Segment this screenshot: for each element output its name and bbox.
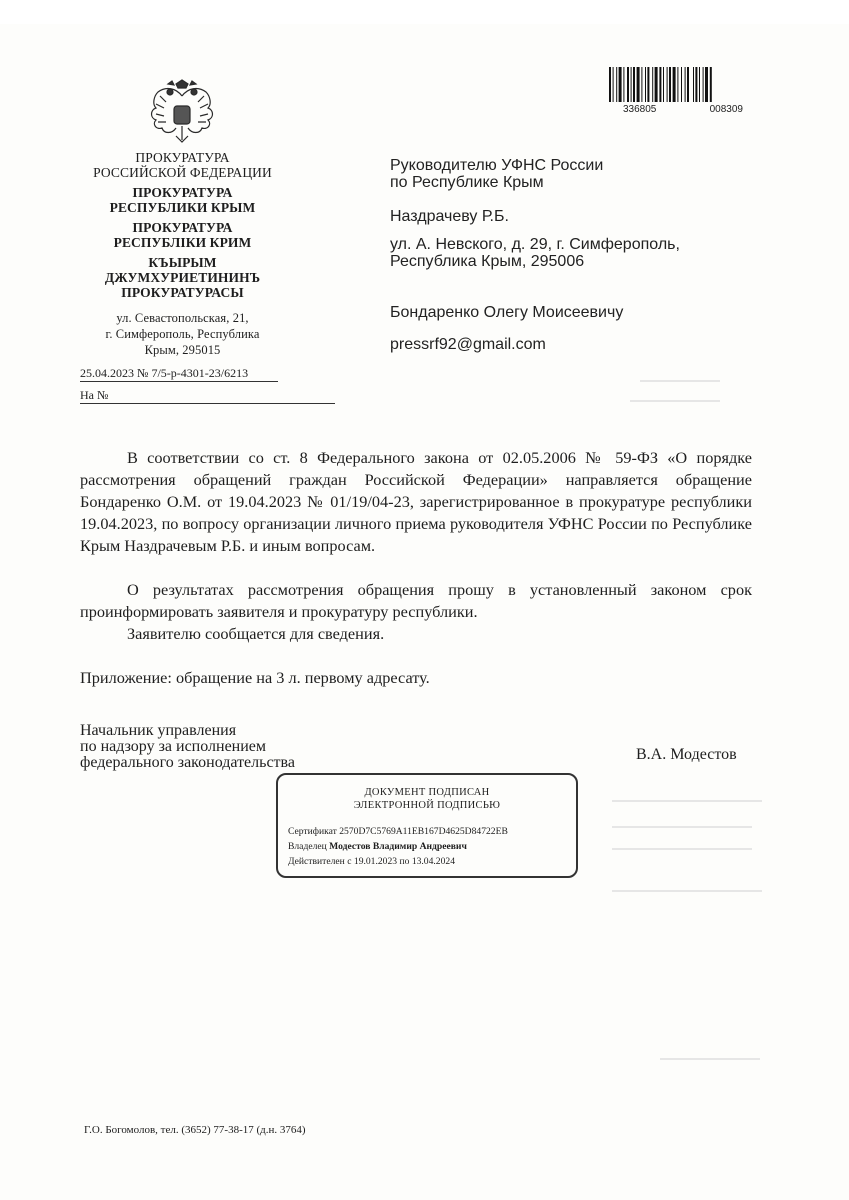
barcode-bar xyxy=(669,67,671,102)
org-name-ua xyxy=(80,220,285,250)
bleed-mark xyxy=(630,400,720,402)
bleed-mark xyxy=(612,848,752,850)
barcode-bar xyxy=(645,67,646,102)
barcode-bar xyxy=(693,67,694,102)
ru-line2: РЕСПУБЛИКИ КРЫМ xyxy=(109,200,256,215)
barcode-bar xyxy=(710,67,712,102)
signer-title-line3: федерального законодательства xyxy=(80,754,295,771)
crh-line2: ДЖУМХУРИЕТИНИНЪ xyxy=(104,270,261,285)
bleed-mark xyxy=(612,890,762,892)
stamp-certificate xyxy=(288,825,508,838)
barcode-bar xyxy=(609,67,611,102)
org-line1: ПРОКУРАТУРА xyxy=(135,150,230,165)
registration-number: № 7/5-р-4301-23/6213 xyxy=(137,366,249,380)
stamp-owner-value: Модестов Владимир Андреевич xyxy=(329,841,467,852)
org-address xyxy=(80,310,285,358)
org-address-line1: ул. Севастопольская, 21, xyxy=(116,311,249,325)
stamp-cert-label: Сертификат xyxy=(288,826,337,837)
recipient-address-line1: ул. А. Невского, д. 29, г. Симферополь, xyxy=(390,236,680,253)
crh-line1: КЪЫРЫМ xyxy=(148,255,217,270)
bleed-mark xyxy=(612,800,762,802)
annex-line: Приложение: обращение на 3 л. первому адресату. xyxy=(80,668,430,687)
signer-title-line1: Начальник управления xyxy=(80,722,237,739)
stamp-valid-to-label: по xyxy=(399,856,410,867)
barcode-bar xyxy=(681,67,682,102)
barcode-bar xyxy=(613,67,614,102)
recipient-address-line2: Республика Крым, 295006 xyxy=(390,253,585,270)
recipient-name: Наздрачеву Р.Б. xyxy=(390,208,509,225)
bleed-mark xyxy=(660,1058,760,1060)
stamp-valid-to: 13.04.2024 xyxy=(411,856,455,867)
barcode-bar xyxy=(616,67,617,102)
org-address-line2: г. Симферополь, Республика xyxy=(105,327,260,341)
stamp-header-line2: ЭЛЕКТРОННОЙ ПОДПИСЬЮ xyxy=(353,800,501,811)
reply-to-line xyxy=(80,388,335,404)
barcode-bar xyxy=(637,67,640,102)
barcode-bar xyxy=(655,67,658,102)
signer-title xyxy=(80,723,295,771)
recipient-line2: по Республике Крым xyxy=(390,174,544,191)
barcode-right-number: 008309 xyxy=(709,104,743,115)
barcode-bar xyxy=(663,67,664,102)
org-name-ru xyxy=(80,185,285,215)
second-recipient-name: Бондаренко Олегу Моисеевичу xyxy=(390,304,624,321)
barcode-bar xyxy=(677,67,678,102)
barcode-bar xyxy=(619,67,622,102)
barcode-bar xyxy=(673,67,676,102)
crh-line3: ПРОКУРАТУРАСЫ xyxy=(121,285,244,300)
stamp-header-line1: ДОКУМЕНТ ПОДПИСАН xyxy=(364,787,490,798)
stamp-owner xyxy=(288,840,467,853)
ua-line1: ПРОКУРАТУРА xyxy=(132,220,233,235)
barcode-bar xyxy=(623,67,624,102)
barcode-bar xyxy=(631,67,632,102)
barcode xyxy=(609,67,749,102)
ua-line2: РЕСПУБЛІКИ КРИМ xyxy=(113,235,252,250)
recipient-address xyxy=(390,236,680,270)
recipient-line1: Руководителю УФНС России xyxy=(390,157,604,174)
barcode-bar xyxy=(685,67,686,102)
signer-title-line2: по надзору за исполнением xyxy=(80,738,267,755)
stamp-cert-value: 2570D7C5769A11EB167D4625D84722EB xyxy=(339,826,508,837)
stamp-valid-from: 19.01.2023 xyxy=(353,856,398,867)
second-recipient-email: pressrf92@gmail.com xyxy=(390,336,546,353)
barcode-bar xyxy=(633,67,635,102)
barcode-bar xyxy=(695,67,697,102)
recipient-position xyxy=(390,157,603,191)
body-paragraph-1: В соответствии со ст. 8 Федерального закона от 02.05.2006 № 59-ФЗ «О порядке рассмотрения обращений граждан Российской Федерации» направляется обращение Бондаренко О.М. от 19.04.2023 № 01/19/04-23, зарегистрированное в прокуратуре республики 19.04.2023, по вопросу организации личного приема руководителя УФНС России по Республике Крым Наздрачевым Р.Б. и иным вопросам. xyxy=(80,448,752,555)
reply-to-label: На № xyxy=(80,388,109,402)
org-name-federal xyxy=(80,150,285,180)
registration-line xyxy=(80,366,278,382)
stamp-valid-label: Действителен xyxy=(288,856,345,867)
barcode-bar xyxy=(652,67,653,102)
barcode-bar xyxy=(705,67,708,102)
body-paragraph-2: О результатах рассмотрения обращения прошу в установленный законом срок проинформировать заявителя и прокуратуру республики. xyxy=(80,580,752,621)
stamp-owner-label: Владелец xyxy=(288,841,327,852)
bleed-mark xyxy=(612,826,752,828)
e-signature-stamp xyxy=(276,773,578,878)
barcode-bar xyxy=(667,67,668,102)
body-paragraph-3: Заявителю сообщается для сведения. xyxy=(127,624,385,643)
ru-line1: ПРОКУРАТУРА xyxy=(132,185,233,200)
registration-date: 25.04.2023 xyxy=(80,366,134,380)
org-address-line3: Крым, 295015 xyxy=(144,343,221,357)
bleed-mark xyxy=(640,380,720,382)
barcode-bar xyxy=(659,67,661,102)
executor-contact: Г.О. Богомолов, тел. (3652) 77-38-17 (д.н. 3764) xyxy=(84,1124,306,1136)
barcode-numbers xyxy=(623,104,743,115)
barcode-bar xyxy=(699,67,700,102)
barcode-bar xyxy=(687,67,689,102)
org-line2: РОССИЙСКОЙ ФЕДЕРАЦИИ xyxy=(93,165,272,180)
barcode-left-number: 336805 xyxy=(623,104,657,115)
org-name-crh xyxy=(80,255,285,300)
stamp-validity xyxy=(288,855,455,868)
coat-of-arms-emblem xyxy=(146,78,218,146)
barcode-bar xyxy=(647,67,649,102)
barcode-bar xyxy=(627,67,629,102)
stamp-valid-from-label: с xyxy=(347,856,352,867)
signer-name: В.А. Модестов xyxy=(636,746,737,763)
barcode-bar xyxy=(703,67,704,102)
barcode-bar xyxy=(641,67,642,102)
